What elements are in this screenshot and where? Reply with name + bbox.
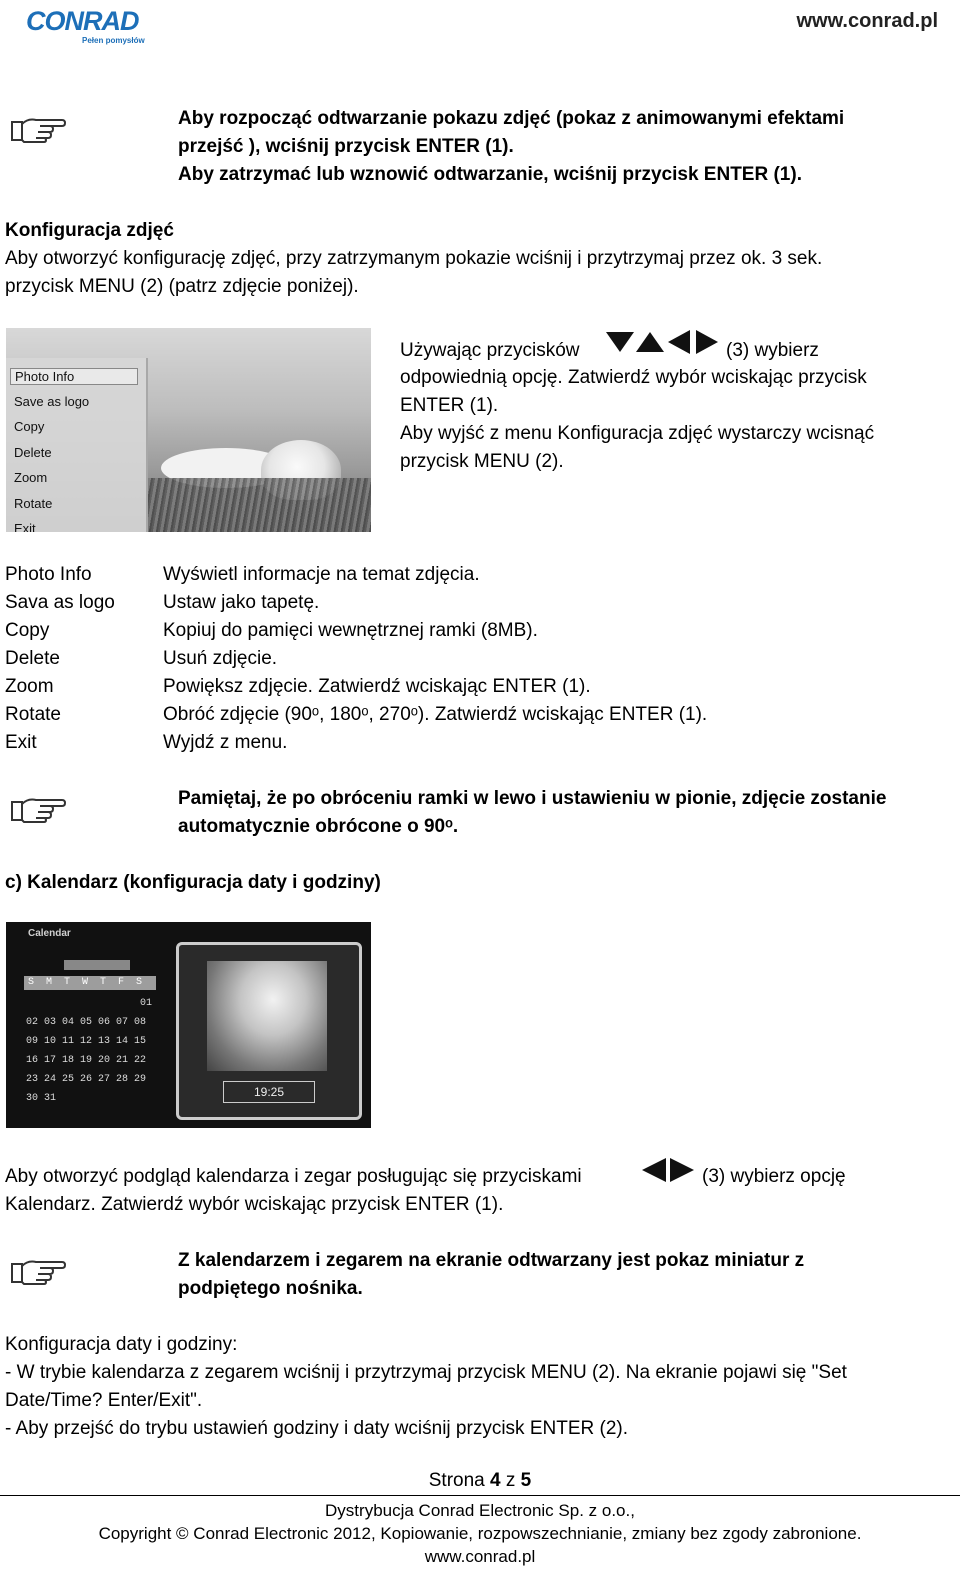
option-desc: Obróć zdjęcie (90ᵒ, 180ᵒ, 270ᵒ). Zatwierdź wciskając ENTER (1).: [163, 704, 708, 725]
option-desc: Wyświetl informacje na temat zdjęcia.: [163, 564, 480, 585]
calendar-grid: 01 02 03 04 05 06 07 08 09 10 11 12 13 14 15 16 17 18 19 20 21 22 23 24 25 26 27 28 29 30 31: [26, 998, 153, 1104]
footer-divider: [0, 1495, 960, 1496]
datetime-line3: - Aby przejść do trybu ustawień godziny i daty wciśnij przycisk ENTER (2).: [5, 1418, 628, 1439]
grass: [146, 478, 371, 532]
option-desc: Usuń zdjęcie.: [163, 648, 278, 669]
page-total: 5: [520, 1470, 532, 1491]
side-text-line4: Aby wyjść z menu Konfiguracja zdjęć wystarczy wcisnąć: [400, 423, 875, 444]
arrow-buttons-icon: [604, 328, 720, 356]
screen-menu-item: Exit: [14, 521, 36, 532]
screen-menu-item: Zoom: [14, 470, 48, 485]
page-prefix: Strona: [428, 1470, 491, 1491]
logo-text: CONRAD: [26, 6, 139, 36]
screen-menu-item: Copy: [14, 419, 45, 434]
side-text-line3: ENTER (1).: [400, 395, 499, 416]
side-text-line1b: (3) wybierz: [726, 340, 819, 361]
calendar-text-line2: Kalendarz. Zatwierdź wybór wciskając przycisk ENTER (1).: [5, 1194, 504, 1215]
side-text-line1a: Używając przycisków: [400, 340, 580, 361]
option-term: Copy: [5, 620, 50, 641]
note3-line2: podpiętego nośnika.: [178, 1278, 363, 1299]
photo-config-heading: Konfiguracja zdjęć: [5, 220, 174, 241]
photo-config-text-line1: Aby otworzyć konfigurację zdjęć, przy zatrzymanym pokazie wciśnij i przytrzymaj przez ok. 3 sek.: [5, 248, 823, 269]
screen-menu-item: Rotate: [14, 496, 53, 511]
pointing-hand-icon: [10, 112, 66, 146]
side-text-line2: odpowiednią opcję. Zatwierdź wybór wciskając przycisk: [400, 367, 867, 388]
calendar-photo: [207, 961, 327, 1071]
logo-tagline: Pełen pomysłów: [82, 36, 145, 45]
calendar-screen-title: Calendar: [28, 928, 71, 939]
calendar-weekdays: S M T W T F S: [28, 977, 143, 988]
left-right-arrows-icon: [640, 1155, 696, 1185]
calendar-heading: c) Kalendarz (konfiguracja daty i godziny): [5, 872, 381, 893]
conrad-logo: [24, 6, 144, 46]
option-term: Zoom: [5, 676, 54, 697]
datetime-heading: Konfiguracja daty i godziny:: [5, 1334, 238, 1355]
calendar-clock: 19:25: [223, 1081, 315, 1103]
footer-line2: Copyright © Conrad Electronic 2012, Kopiowanie, rozpowszechnianie, zmiany bez zgody zabronione.: [98, 1524, 862, 1543]
calendar-month-bar: [64, 960, 130, 970]
pointing-hand-icon: [10, 1254, 66, 1288]
calendar-text-line1b: (3) wybierz opcję: [702, 1166, 846, 1187]
pointing-hand-icon: [10, 792, 66, 826]
screen-menu-item: Save as logo: [14, 394, 90, 409]
option-term: Photo Info: [5, 564, 92, 585]
screen-menu-item: Photo Info: [10, 368, 138, 385]
note1-line1: Aby rozpocząć odtwarzanie pokazu zdjęć (pokaz z animowanymi efektami: [178, 108, 845, 129]
note1-line2: przejść ), wciśnij przycisk ENTER (1).: [178, 136, 514, 157]
note3-line1: Z kalendarzem i zegarem na ekranie odtwarzany jest pokaz miniatur z: [178, 1250, 805, 1271]
photo-config-text-line2: przycisk MENU (2) (patrz zdjęcie poniżej).: [5, 276, 359, 297]
calendar-text-line1a: Aby otworzyć podgląd kalendarza i zegar posługując się przyciskami: [5, 1166, 582, 1187]
note2-line2: automatycznie obrócone o 90ᵒ.: [178, 816, 459, 837]
option-term: Exit: [5, 732, 37, 753]
side-text-line5: przycisk MENU (2).: [400, 451, 564, 472]
option-term: Delete: [5, 648, 60, 669]
note1-line3: Aby zatrzymać lub wznowić odtwarzanie, wciśnij przycisk ENTER (1).: [178, 164, 802, 185]
page-current: 4: [490, 1470, 501, 1491]
screen-menu-panel: [6, 358, 148, 532]
option-term: Rotate: [5, 704, 61, 725]
option-desc: Ustaw jako tapetę.: [163, 592, 320, 613]
page-number: [0, 1470, 960, 1492]
datetime-line2: Date/Time? Enter/Exit".: [5, 1390, 203, 1411]
photo-config-screenshot: [6, 328, 371, 532]
option-desc: Wyjdź z menu.: [163, 732, 288, 753]
calendar-weekday-bar: [24, 976, 156, 990]
footer-url[interactable]: www.conrad.pl: [424, 1547, 536, 1566]
footer-line1: Dystrybucja Conrad Electronic Sp. z o.o.,: [325, 1501, 635, 1520]
page-mid: z: [500, 1470, 521, 1491]
option-term: Sava as logo: [5, 592, 115, 613]
note2-line1: Pamiętaj, że po obróceniu ramki w lewo i ustawieniu w pionie, zdjęcie zostanie: [178, 788, 887, 809]
calendar-photo-frame: [176, 942, 362, 1120]
header-url[interactable]: www.conrad.pl: [796, 10, 938, 32]
calendar-screenshot: [6, 922, 371, 1128]
screen-menu-item: Delete: [14, 445, 52, 460]
option-desc: Powiększ zdjęcie. Zatwierdź wciskając ENTER (1).: [163, 676, 591, 697]
option-desc: Kopiuj do pamięci wewnętrznej ramki (8MB).: [163, 620, 538, 641]
datetime-line1: - W trybie kalendarza z zegarem wciśnij i przytrzymaj przycisk MENU (2). Na ekranie pojawi się "Set: [5, 1362, 847, 1383]
